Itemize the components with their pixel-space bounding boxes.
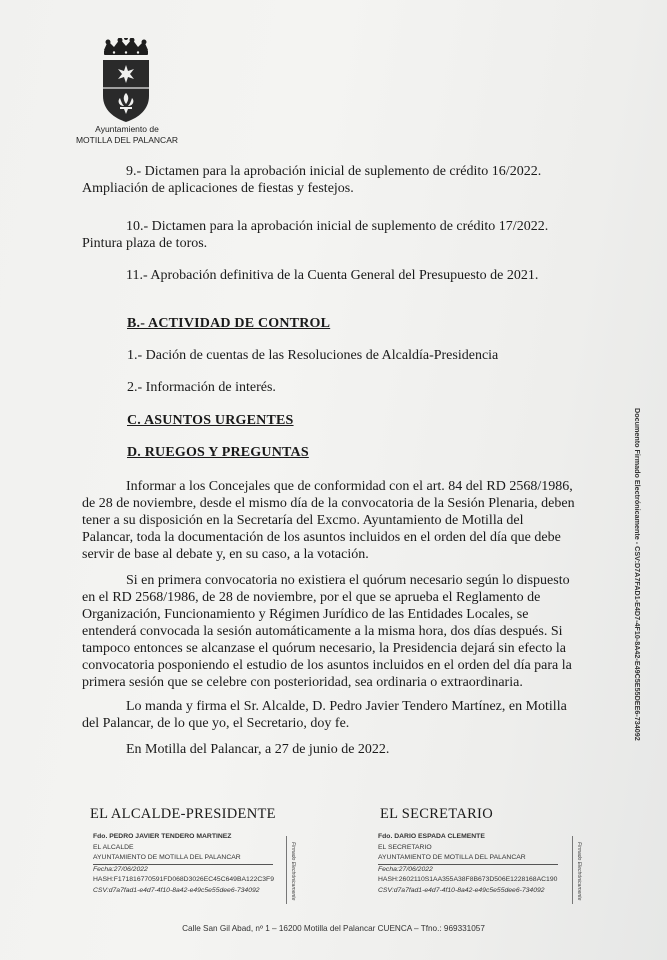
paragraph-2: Si en primera convocatoria no existiera el quórum necesario según lo dispuesto en el RD 2568/1986, de 28 de noviembre, por el que se aprueba el Reglamento de Organización, Funcionamiento y Régimen Jurídico de las Entidades Locales, se entenderá convocada la sesión automáticamente a la misma hora, dos días después. Si tampoco entonces se alcanzase el quórum necesario, la Presidencia dejará sin efecto la convocatoria posponiendo el estudio de los asuntos incluidos en el orden del día para la primera sesión que se celebre con posterioridad, sea ordinaria o extraordinaria. (82, 573, 572, 690)
left-signer-name: Fdo. PEDRO JAVIER TENDERO MARTINEZ (93, 833, 232, 840)
item-9 (82, 163, 582, 197)
right-signer-org: AYUNTAMIENTO DE MOTILLA DEL PALANCAR (378, 853, 558, 865)
left-signature-title: EL ALCALDE-PRESIDENTE (90, 806, 276, 822)
footer-address: Calle San Gil Abad, nº 1 – 16200 Motilla del Palancar CUENCA – Tfno.: 969331057 (182, 924, 485, 933)
section-b-item-2: 2.- Información de interés. (127, 380, 276, 395)
right-signature-block (378, 832, 583, 896)
left-signature-vertical-label: Firmado Electrónicamente (290, 842, 296, 901)
right-signer-role: EL SECRETARIO (378, 843, 432, 851)
town-label-line2: MOTILLA DEL PALANCAR (75, 135, 179, 145)
item-11: 11.- Aprobación definitiva de la Cuenta General del Presupuesto de 2021. (126, 268, 539, 283)
left-sign-csv: CSV:d7a7fad1-e4d7-4f10-8a42-e49c5e55dee6-734092 (93, 886, 260, 894)
side-csv-stamp: Documento Firmado Electrónicamente - CSV:D7A7FAD1-E4D7-4F10-8A42-E49C5E55DEE6-734092 (633, 408, 642, 741)
left-signature-divider (286, 836, 287, 904)
right-signer-name: Fdo. DARIO ESPADA CLEMENTE (378, 833, 485, 840)
item-10-line2: Pintura plaza de toros. (82, 236, 208, 251)
section-b-item-1: 1.- Dación de cuentas de las Resoluciones de Alcaldía-Presidencia (127, 348, 499, 363)
right-sign-hash: HASH:2602110S1AA355A38F8B673D506E1228168AC190 (378, 876, 558, 883)
left-sign-date: Fecha:27/06/2022 (93, 865, 148, 873)
left-signature-block (93, 832, 298, 896)
item-9-line2: Ampliación de aplicaciones de fiestas y festejos. (82, 181, 354, 196)
left-sign-hash: HASH:F171816770591FD068D3026EC45C649BA122C3F9 (93, 876, 274, 883)
right-signature-vertical-label: Firmado Electrónicamente (576, 842, 582, 901)
town-label (72, 124, 182, 146)
section-d-title: D. RUEGOS Y PREGUNTAS (127, 445, 309, 460)
section-c-title: C. ASUNTOS URGENTES (127, 413, 294, 428)
section-b-title: B.- ACTIVIDAD DE CONTROL (127, 316, 331, 331)
right-sign-date: Fecha:27/06/2022 (378, 865, 433, 873)
town-label-line1: Ayuntamiento de (95, 124, 159, 134)
paragraph-1: Informar a los Concejales que de conformidad con el art. 84 del RD 2568/1986, de 28 de noviembre, desde el mismo día de la convocatoria de la Sesión Plenaria, deben tener a su disposición en la Secretaría del Excmo. Ayuntamiento de Motilla del Palancar, toda la documentación de los asuntos incluidos en el orden del día que debe servir de base al debate y, en su caso, a la votación. (82, 479, 575, 562)
right-sign-csv: CSV:d7a7fad1-e4d7-4f10-8a42-e49c5e55dee6-734092 (378, 886, 545, 894)
coat-of-arms-icon (98, 38, 154, 124)
item-10-line1: 10.- Dictamen para la aprobación inicial de suplemento de crédito 17/2022. (126, 219, 549, 234)
item-10 (82, 218, 582, 252)
date-line: En Motilla del Palancar, a 27 de junio de 2022. (126, 742, 390, 757)
item-9-line1: 9.- Dictamen para la aprobación inicial de suplemento de crédito 16/2022. (126, 164, 542, 179)
right-signature-divider (572, 836, 573, 904)
right-signature-title: EL SECRETARIO (380, 806, 493, 822)
paragraph-3: Lo manda y firma el Sr. Alcalde, D. Pedro Javier Tendero Martínez, en Motilla del Palancar, de lo que yo, el Secretario, doy fe. (82, 699, 567, 731)
left-signer-org: AYUNTAMIENTO DE MOTILLA DEL PALANCAR (93, 853, 273, 865)
left-signer-role: EL ALCALDE (93, 843, 134, 851)
